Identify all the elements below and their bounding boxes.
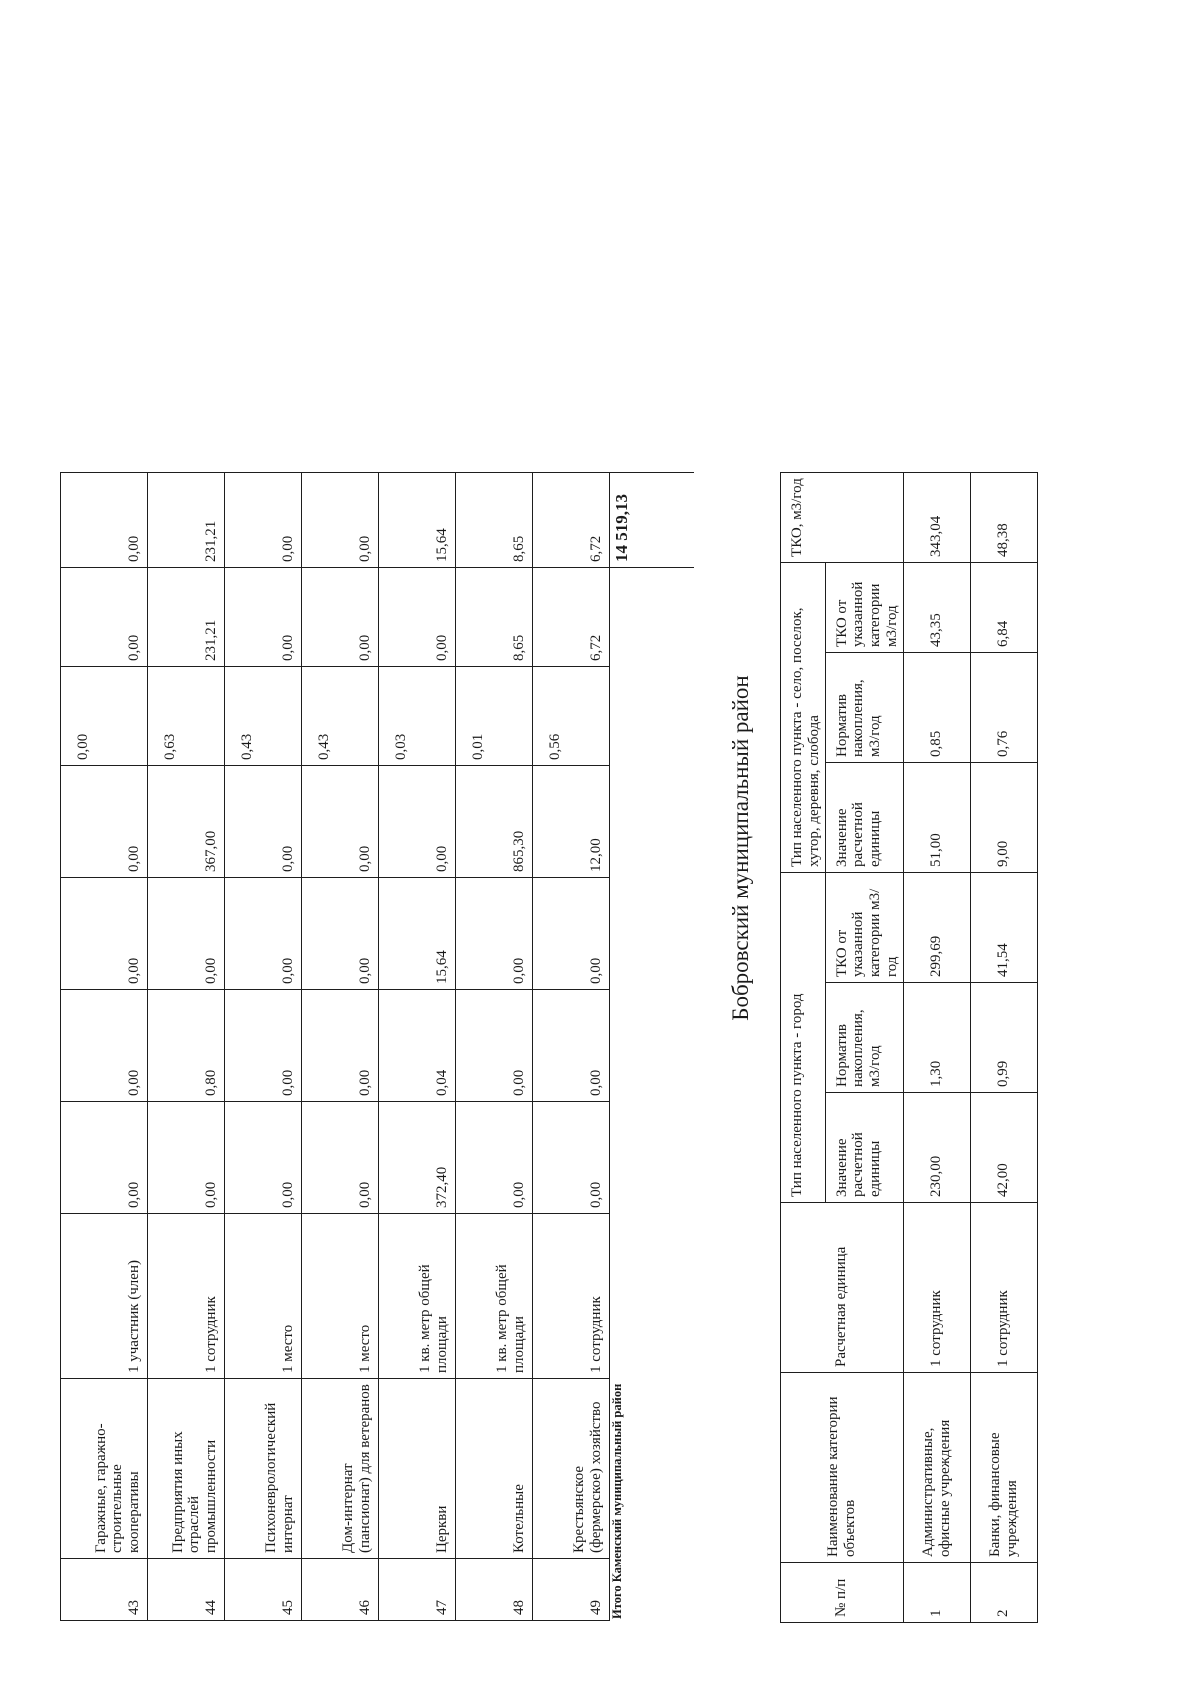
city-norm: 0,00: [225, 990, 302, 1102]
village-tko: 6,72: [533, 568, 610, 667]
village-value: 9,00: [970, 762, 1037, 872]
header-village-value: Значение расчетной единицы: [825, 762, 903, 872]
village-tko: 43,35: [903, 562, 970, 652]
village-value: 367,00: [148, 766, 225, 878]
village-tko: 0,00: [61, 568, 148, 667]
village-tko: 6,84: [970, 562, 1037, 652]
category-name: Крестьянское (фермерское) хозяйство: [533, 1379, 610, 1559]
village-tko: 0,00: [225, 568, 302, 667]
city-value: 230,00: [903, 1093, 970, 1203]
kamensky-district-table: [60, 472, 694, 1621]
city-norm: 0,00: [302, 990, 379, 1102]
city-tko: 0,00: [61, 878, 148, 990]
category-name: Церкви: [379, 1379, 456, 1559]
village-value: 0,00: [379, 766, 456, 878]
city-value: 0,00: [533, 1102, 610, 1214]
city-norm: 0,00: [533, 990, 610, 1102]
header-number: № п/п: [781, 1563, 904, 1623]
row-number: 46: [302, 1559, 379, 1621]
village-norm: 0,43: [302, 667, 379, 766]
unit: 1 кв. метр общей площади: [456, 1214, 533, 1379]
village-tko: 8,65: [456, 568, 533, 667]
header-city-norm: Норматив накопления, м3/год: [825, 983, 903, 1093]
city-value: 0,00: [456, 1102, 533, 1214]
total-tko: 6,72: [533, 473, 610, 568]
district-total-label: Итого Каменский муниципальный район: [610, 1383, 624, 1619]
bobrovsky-district-table: [780, 472, 1038, 1623]
city-tko: 0,00: [302, 878, 379, 990]
village-norm: 0,00: [61, 667, 148, 766]
table-row: [533, 473, 610, 1621]
city-tko: 0,00: [456, 878, 533, 990]
village-value: 51,00: [903, 762, 970, 872]
city-value: 0,00: [148, 1102, 225, 1214]
header-group-village: Тип населенного пункта - село, поселок, хутор, деревня, слобода: [781, 562, 826, 872]
city-value: 42,00: [970, 1093, 1037, 1203]
header-group-city: Тип населенного пункта - город: [781, 872, 826, 1202]
table-row: [225, 473, 302, 1621]
table-row: [456, 473, 533, 1621]
category-name: Дом-интернат (пансионат) для ветеранов: [302, 1379, 379, 1559]
city-norm: 0,80: [148, 990, 225, 1102]
city-value: 0,00: [225, 1102, 302, 1214]
unit: 1 сотрудник: [533, 1214, 610, 1379]
city-value: 0,00: [61, 1102, 148, 1214]
city-norm: 0,99: [970, 983, 1037, 1093]
category-name: Предприятия иных отраслей промышленности: [148, 1379, 225, 1559]
village-tko: 0,00: [302, 568, 379, 667]
city-norm: 1,30: [903, 983, 970, 1093]
village-norm: 0,85: [903, 652, 970, 762]
village-norm: 0,03: [379, 667, 456, 766]
city-tko: 299,69: [903, 872, 970, 982]
table-row: [302, 473, 379, 1621]
section-title: Бобровский муниципальный район: [728, 675, 753, 1021]
category-name: Административные, офисные учреждения: [903, 1373, 970, 1563]
village-norm: 0,01: [456, 667, 533, 766]
village-norm: 0,56: [533, 667, 610, 766]
total-tko: 0,00: [61, 473, 148, 568]
row-number: 47: [379, 1559, 456, 1621]
village-norm: 0,43: [225, 667, 302, 766]
city-tko: 0,00: [225, 878, 302, 990]
total-tko: 48,38: [970, 472, 1037, 562]
row-number: 45: [225, 1559, 302, 1621]
city-tko: 41,54: [970, 872, 1037, 982]
unit: 1 сотрудник: [148, 1214, 225, 1379]
village-value: 12,00: [533, 766, 610, 878]
row-number: 1: [903, 1563, 970, 1623]
row-number: 43: [61, 1559, 148, 1621]
city-value: 0,00: [302, 1102, 379, 1214]
total-tko: 8,65: [456, 473, 533, 568]
header-city-value: Значение расчетной единицы: [825, 1093, 903, 1203]
unit: 1 место: [302, 1214, 379, 1379]
city-value: 372,40: [379, 1102, 456, 1214]
header-total: ТКО, м3/год: [781, 472, 904, 562]
city-norm: 0,00: [61, 990, 148, 1102]
total-tko: 231,21: [148, 473, 225, 568]
total-tko: 0,00: [302, 473, 379, 568]
category-name: Котельные: [456, 1379, 533, 1559]
table-row: [379, 473, 456, 1621]
village-norm: 0,63: [148, 667, 225, 766]
header-city-tko: ТКО от указанной категории м3/год: [825, 872, 903, 982]
unit: 1 место: [225, 1214, 302, 1379]
village-value: 0,00: [61, 766, 148, 878]
total-tko: 343,04: [903, 472, 970, 562]
village-value: 0,00: [225, 766, 302, 878]
row-number: 44: [148, 1559, 225, 1621]
header-village-tko: ТКО от указанной категории м3/год: [825, 562, 903, 652]
village-norm: 0,76: [970, 652, 1037, 762]
table-row: [970, 472, 1037, 1622]
city-tko: 0,00: [148, 878, 225, 990]
village-tko: 231,21: [148, 568, 225, 667]
unit: 1 сотрудник: [970, 1203, 1037, 1373]
grand-total-value: 14 519,13: [610, 473, 695, 568]
row-number: 2: [970, 1563, 1037, 1623]
village-value: 865,30: [456, 766, 533, 878]
header-village-norm: Норматив накопления, м3/год: [825, 652, 903, 762]
total-tko: 15,64: [379, 473, 456, 568]
category-name: Психоневрологический интернат: [225, 1379, 302, 1559]
city-norm: 0,00: [456, 990, 533, 1102]
village-value: 0,00: [302, 766, 379, 878]
city-tko: 0,00: [533, 878, 610, 990]
city-norm: 0,04: [379, 990, 456, 1102]
table-row: [61, 473, 148, 1621]
row-number: 48: [456, 1559, 533, 1621]
row-number: 49: [533, 1559, 610, 1621]
unit: 1 кв. метр общей площади: [379, 1214, 456, 1379]
unit: 1 участник (член): [61, 1214, 148, 1379]
table-row: [903, 472, 970, 1622]
header-category-name: Наименование категории объектов: [781, 1373, 904, 1563]
table-row: [148, 473, 225, 1621]
city-tko: 15,64: [379, 878, 456, 990]
category-name: Банки, финансовые учреждения: [970, 1373, 1037, 1563]
total-tko: 0,00: [225, 473, 302, 568]
village-tko: 0,00: [379, 568, 456, 667]
total-empty-cell: [610, 568, 695, 667]
header-unit: Расчетная единица: [781, 1203, 904, 1373]
unit: 1 сотрудник: [903, 1203, 970, 1373]
category-name: Гаражные, гаражно-строительные кооперативы: [61, 1379, 148, 1559]
